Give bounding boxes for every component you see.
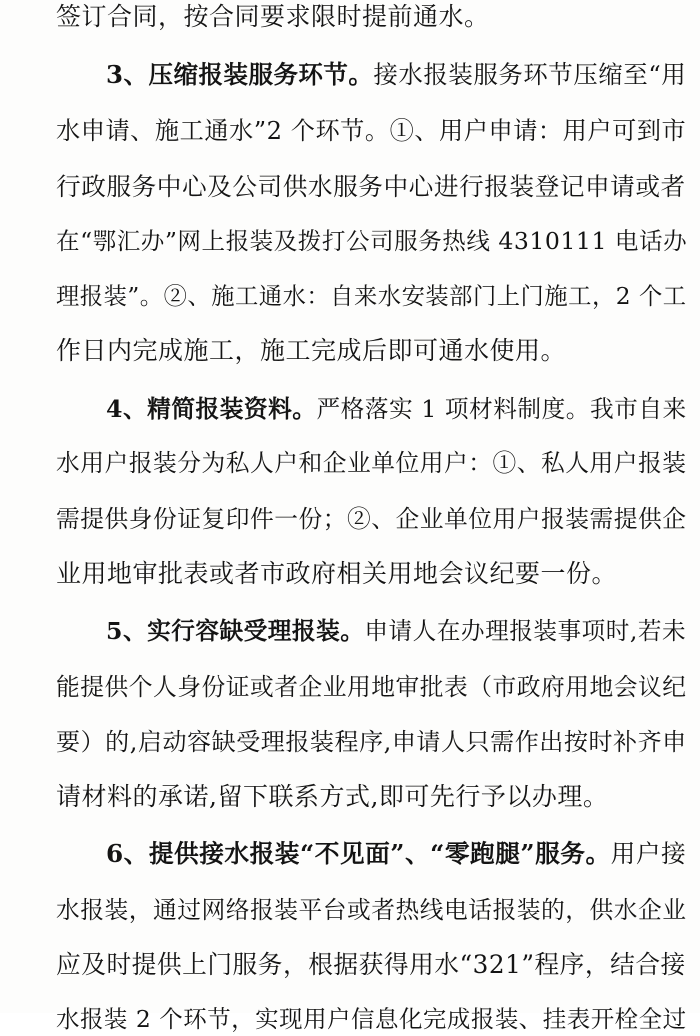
section-heading-line: 3、压缩报装服务环节。接水报装服务环节压缩至“用	[106, 60, 687, 89]
section-heading-line: 5、实行容缺受理报装。申请人在办理报装事项时,若未	[106, 617, 687, 645]
text-line: 签订合同，按合同要求限时提前通水。	[56, 2, 490, 31]
text-line: 能提供个人身份证或者企业用地审批表（市政府用地会议纪	[56, 673, 687, 701]
text-line: 水申请、施工通水”2 个环节。①、用户申请：用户可到市	[56, 117, 687, 145]
section-heading: 6、提供接水报装“不见面”、“零跑腿”服务。	[106, 839, 611, 868]
text-line: 水用户报装分为私人户和企业单位用户：①、私人用户报装	[56, 449, 687, 477]
text-line: 水报装，通过网络报装平台或者热线电话报装的，供水企业	[56, 896, 687, 924]
text-line: 理报装”。②、施工通水：自来水安装部门上门施工，2 个工	[56, 283, 687, 310]
text-line: 行政服务中心及公司供水服务中心进行报装登记申请或者	[56, 172, 686, 201]
text-line: 作日内完成施工，施工完成后即可通水使用。	[56, 336, 567, 365]
section-heading: 5、实行容缺受理报装。	[106, 617, 365, 645]
section-heading-line: 6、提供接水报装“不见面”、“零跑腿”服务。用户接	[106, 839, 687, 868]
section-heading: 3、压缩报装服务环节。	[106, 60, 374, 89]
section-heading: 4、精简报装资料。	[106, 395, 317, 423]
section-heading-line: 4、精简报装资料。严格落实 1 项材料制度。我市自来	[106, 395, 687, 423]
text-line: 要）的,启动容缺受理报装程序,申请人只需作出按时补齐申	[56, 728, 687, 756]
text-line: 需提供身份证复印件一份；②、企业单位用户报装需提供企	[56, 505, 687, 533]
text-line: 水报装 2 个环节，实现用户信息化完成报装、挂表开栓全过	[56, 1005, 687, 1033]
text-line: 请材料的承诺,留下联系方式,即可先行予以办理。	[56, 782, 609, 811]
text-line: 业用地审批表或者市政府相关用地会议纪要一份。	[56, 559, 618, 588]
text-line: 在“鄂汇办”网上报装及拨打公司服务热线 4310111 电话办	[56, 227, 688, 255]
text-line: 应及时提供上门服务，根据获得用水“321”程序，结合接	[56, 950, 686, 979]
